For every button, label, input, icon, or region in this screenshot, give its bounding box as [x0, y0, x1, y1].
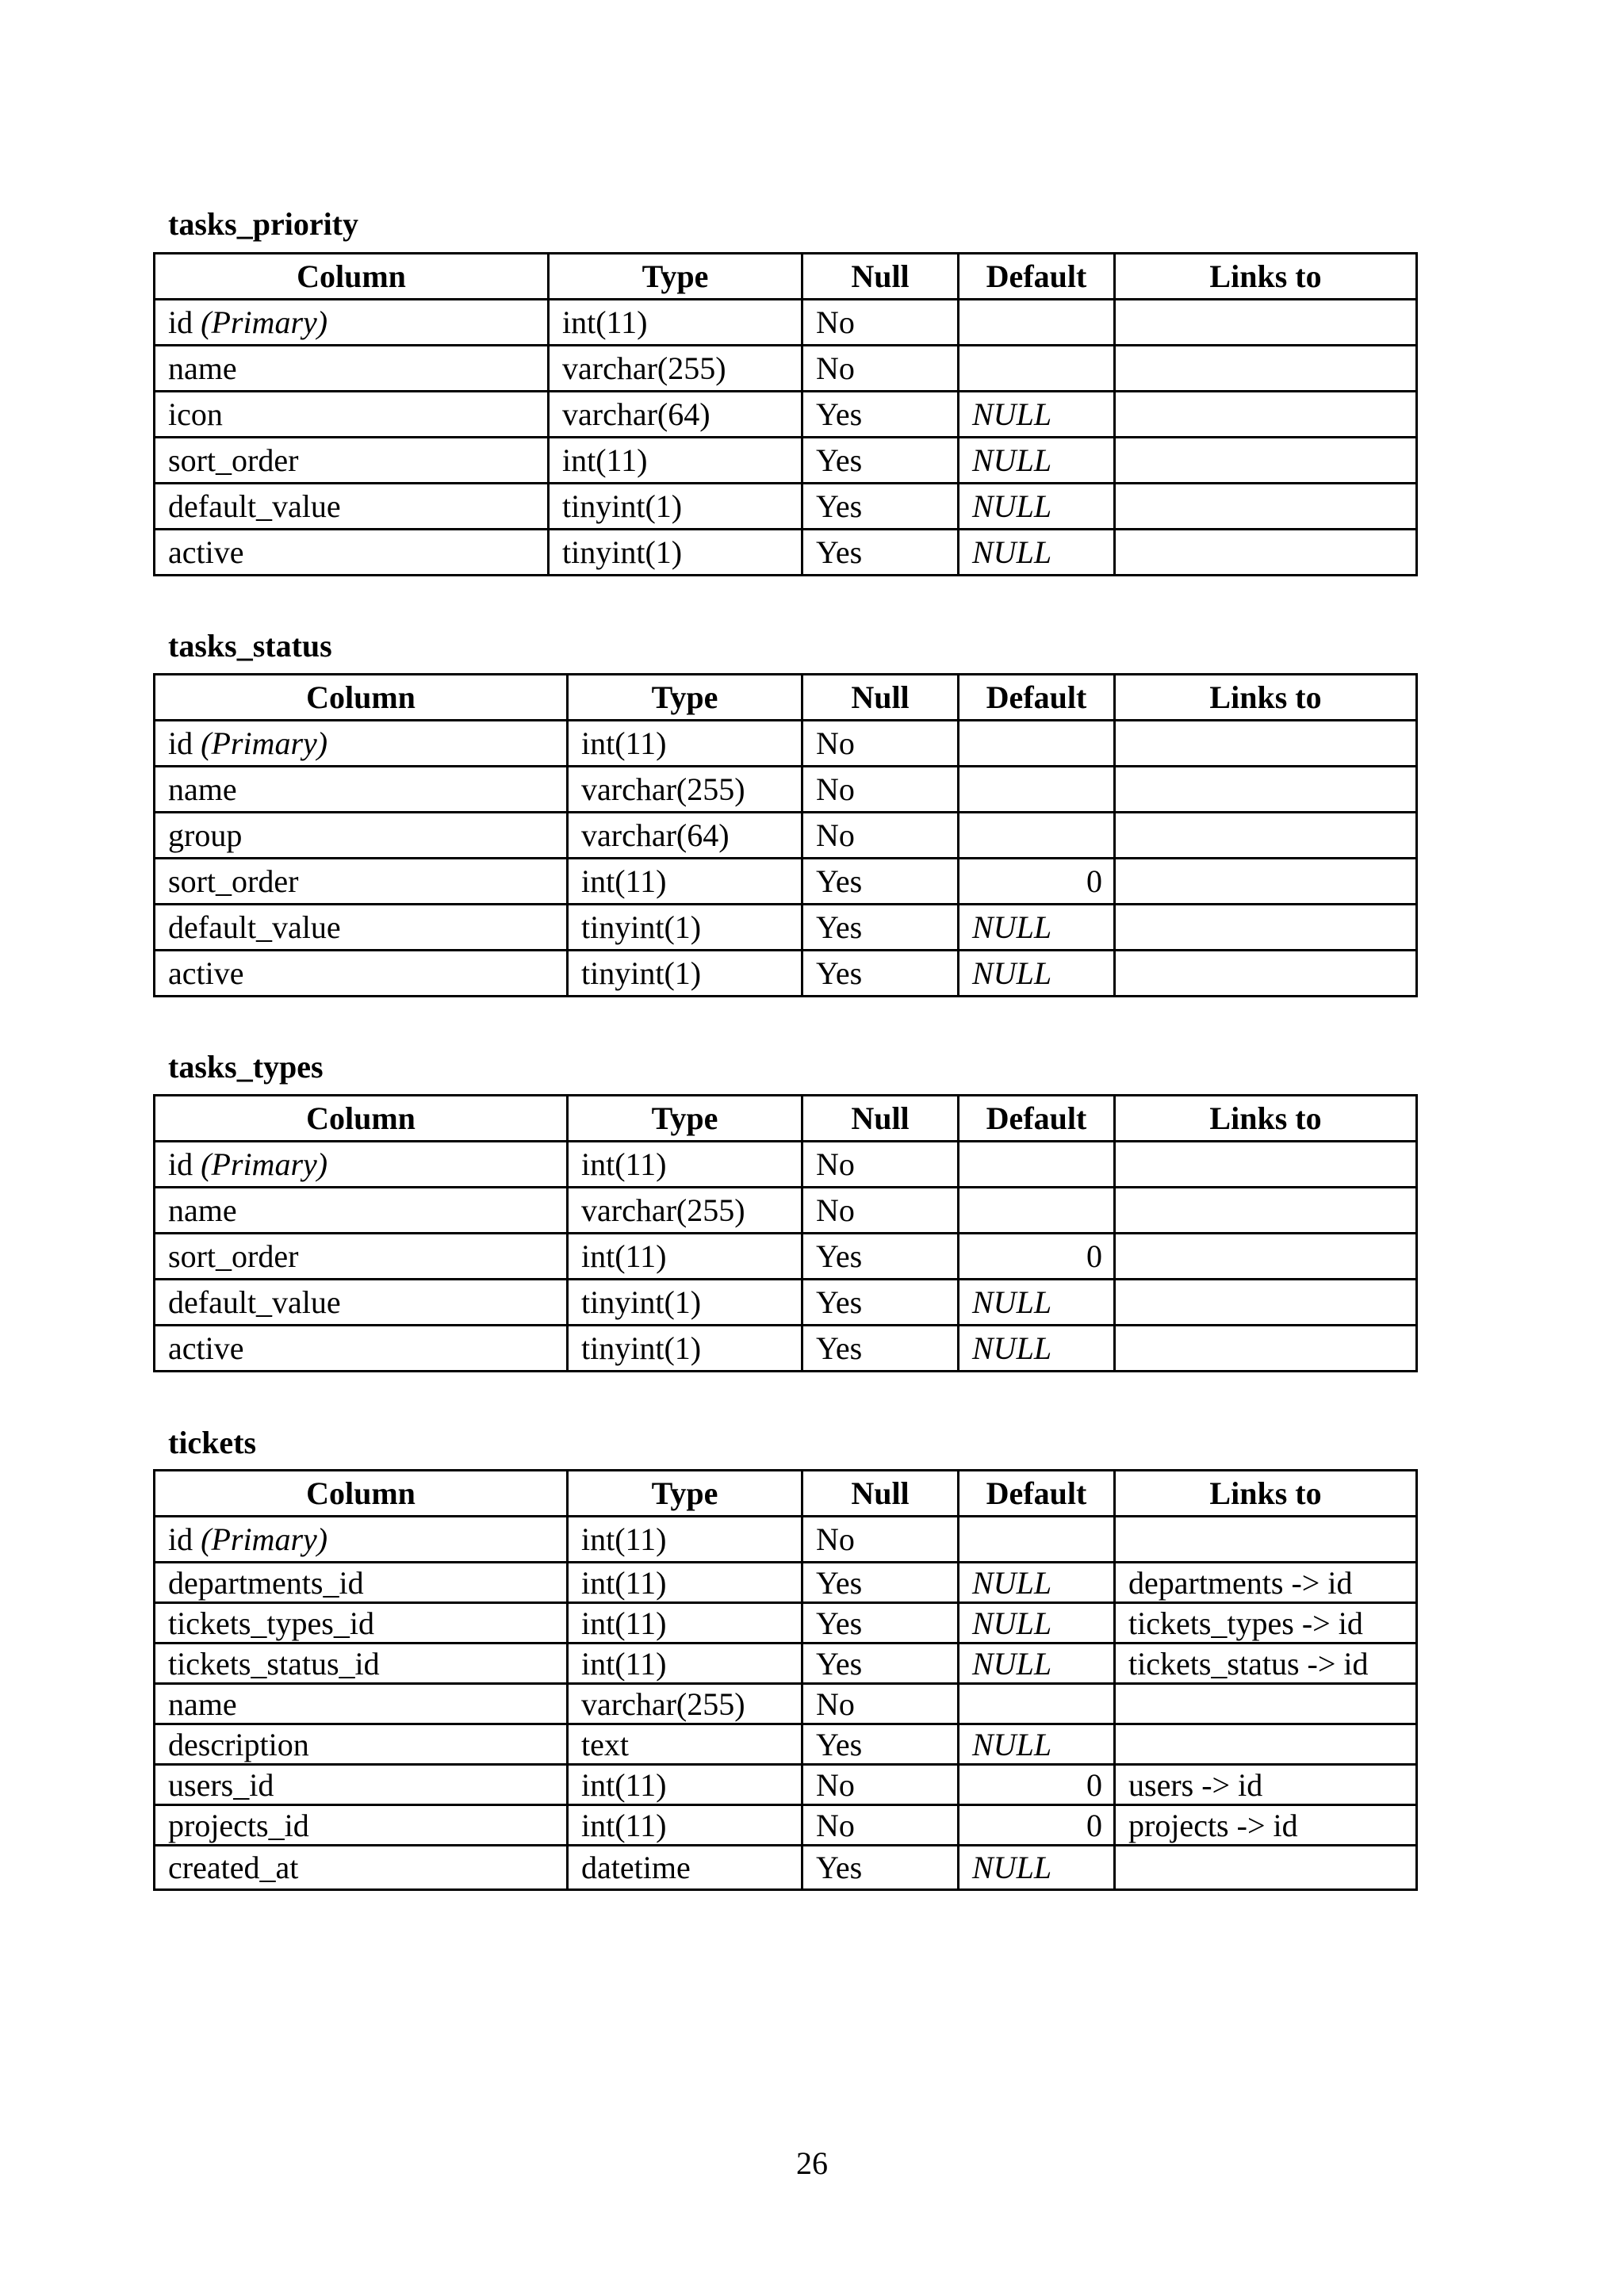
cell-column-name — [155, 1846, 568, 1890]
column-name-text: departments_id — [168, 1564, 364, 1601]
cell-null: No — [802, 1142, 959, 1188]
table-row — [155, 859, 1417, 905]
table-row — [155, 346, 1417, 392]
cell-type: int(11) — [568, 1644, 802, 1684]
header-null: Null — [802, 1471, 959, 1517]
cell-column-name — [155, 1603, 568, 1644]
cell-type: int(11) — [568, 721, 802, 767]
cell-column-name — [155, 1805, 568, 1846]
cell-null: No — [802, 721, 959, 767]
cell-null: No — [802, 1188, 959, 1234]
column-name-text: id — [168, 1521, 193, 1557]
header-column: Column — [155, 675, 568, 721]
cell-column-name — [155, 905, 568, 951]
column-name-text: default_value — [168, 1284, 341, 1320]
cell-type: tinyint(1) — [568, 905, 802, 951]
cell-type: tinyint(1) — [568, 1326, 802, 1372]
cell-null: No — [802, 1517, 959, 1563]
table-row — [155, 951, 1417, 997]
table-row — [155, 1644, 1417, 1684]
header-default: Default — [959, 1096, 1115, 1142]
cell-type: tinyint(1) — [568, 951, 802, 997]
cell-links-to — [1115, 1188, 1417, 1234]
cell-default — [959, 1517, 1115, 1563]
cell-links-to — [1115, 1234, 1417, 1280]
table-row — [155, 1234, 1417, 1280]
cell-type: text — [568, 1724, 802, 1765]
column-name-text: name — [168, 1686, 237, 1722]
table-header-row — [155, 675, 1417, 721]
cell-column-name — [155, 951, 568, 997]
cell-type: varchar(64) — [568, 813, 802, 859]
header-links-to: Links to — [1115, 1471, 1417, 1517]
cell-null: Yes — [802, 1563, 959, 1603]
cell-column-name — [155, 1188, 568, 1234]
column-name-text: tickets_types_id — [168, 1605, 374, 1641]
cell-default — [959, 721, 1115, 767]
cell-default: NULL — [959, 905, 1115, 951]
column-name-text: active — [168, 1330, 244, 1366]
cell-null: No — [802, 300, 959, 346]
column-name-text: default_value — [168, 488, 341, 524]
cell-links-to — [1115, 1724, 1417, 1765]
cell-links-to — [1115, 767, 1417, 813]
column-name-text: sort_order — [168, 1238, 299, 1274]
cell-type: tinyint(1) — [568, 1280, 802, 1326]
table-row — [155, 905, 1417, 951]
cell-default: NULL — [959, 392, 1115, 438]
cell-column-name — [155, 1280, 568, 1326]
cell-default: NULL — [959, 1724, 1115, 1765]
cell-links-to: users -> id — [1115, 1765, 1417, 1805]
table-row — [155, 1765, 1417, 1805]
cell-column-name — [155, 721, 568, 767]
cell-default: 0 — [959, 1765, 1115, 1805]
column-name-text: id — [168, 1146, 193, 1182]
cell-links-to — [1115, 1142, 1417, 1188]
cell-default: 0 — [959, 1234, 1115, 1280]
table-row — [155, 484, 1417, 530]
cell-null: Yes — [802, 1644, 959, 1684]
table-row — [155, 1846, 1417, 1890]
cell-type: tinyint(1) — [549, 484, 802, 530]
cell-column-name — [155, 438, 549, 484]
cell-type: int(11) — [568, 1142, 802, 1188]
schema-table-tickets — [153, 1469, 1418, 1891]
table-header-row — [155, 1096, 1417, 1142]
header-null: Null — [802, 1096, 959, 1142]
cell-links-to — [1115, 951, 1417, 997]
cell-default — [959, 767, 1115, 813]
cell-links-to: projects -> id — [1115, 1805, 1417, 1846]
cell-column-name — [155, 859, 568, 905]
cell-type: varchar(64) — [549, 392, 802, 438]
cell-null: Yes — [802, 1326, 959, 1372]
column-name-text: projects_id — [168, 1807, 309, 1843]
cell-links-to — [1115, 530, 1417, 576]
column-name-text: tickets_status_id — [168, 1645, 380, 1682]
cell-column-name — [155, 1563, 568, 1603]
cell-default — [959, 1142, 1115, 1188]
column-name-text: name — [168, 1192, 237, 1228]
header-default: Default — [959, 1471, 1115, 1517]
table-row — [155, 1326, 1417, 1372]
header-links-to: Links to — [1115, 254, 1417, 300]
cell-type: int(11) — [568, 1517, 802, 1563]
cell-type: int(11) — [549, 300, 802, 346]
table-row — [155, 1188, 1417, 1234]
cell-null: Yes — [802, 438, 959, 484]
schema-table-tasks-priority — [153, 252, 1418, 576]
cell-links-to: tickets_types -> id — [1115, 1603, 1417, 1644]
cell-default: 0 — [959, 1805, 1115, 1846]
cell-column-name — [155, 530, 549, 576]
cell-default — [959, 1684, 1115, 1724]
schema-table-tasks-types — [153, 1094, 1418, 1372]
cell-null: Yes — [802, 951, 959, 997]
cell-null: No — [802, 346, 959, 392]
cell-default: NULL — [959, 1846, 1115, 1890]
table-row — [155, 1563, 1417, 1603]
header-column: Column — [155, 1096, 568, 1142]
cell-default: NULL — [959, 530, 1115, 576]
table-row — [155, 530, 1417, 576]
column-name-text: active — [168, 534, 244, 570]
table-row — [155, 767, 1417, 813]
cell-column-name — [155, 813, 568, 859]
header-type: Type — [568, 675, 802, 721]
page-number: 26 — [796, 2145, 828, 2181]
cell-links-to — [1115, 346, 1417, 392]
cell-default: NULL — [959, 438, 1115, 484]
cell-links-to — [1115, 392, 1417, 438]
cell-column-name — [155, 1724, 568, 1765]
header-type: Type — [568, 1096, 802, 1142]
table-header-row — [155, 254, 1417, 300]
header-type: Type — [568, 1471, 802, 1517]
cell-type: int(11) — [568, 859, 802, 905]
cell-column-name — [155, 1326, 568, 1372]
cell-links-to: tickets_status -> id — [1115, 1644, 1417, 1684]
header-links-to: Links to — [1115, 675, 1417, 721]
table-row — [155, 721, 1417, 767]
cell-null: Yes — [802, 859, 959, 905]
table-title-tasks-priority: tasks_priority — [168, 206, 358, 242]
header-default: Default — [959, 254, 1115, 300]
cell-type: int(11) — [568, 1234, 802, 1280]
cell-type: datetime — [568, 1846, 802, 1890]
cell-links-to — [1115, 484, 1417, 530]
column-name-text: created_at — [168, 1850, 299, 1885]
cell-column-name — [155, 1517, 568, 1563]
cell-type: int(11) — [568, 1765, 802, 1805]
cell-null: Yes — [802, 484, 959, 530]
header-column: Column — [155, 254, 549, 300]
cell-links-to — [1115, 813, 1417, 859]
column-name-text: description — [168, 1726, 309, 1762]
cell-links-to — [1115, 905, 1417, 951]
table-row — [155, 1517, 1417, 1563]
column-name-text: active — [168, 955, 244, 991]
cell-type: int(11) — [568, 1603, 802, 1644]
cell-type: varchar(255) — [568, 767, 802, 813]
cell-default: NULL — [959, 1644, 1115, 1684]
cell-null: Yes — [802, 905, 959, 951]
table-row — [155, 813, 1417, 859]
table-row — [155, 1142, 1417, 1188]
cell-null: No — [802, 1684, 959, 1724]
cell-default: NULL — [959, 1563, 1115, 1603]
cell-links-to — [1115, 721, 1417, 767]
cell-default — [959, 813, 1115, 859]
cell-links-to — [1115, 859, 1417, 905]
column-name-text: id — [168, 304, 193, 340]
cell-type: int(11) — [549, 438, 802, 484]
cell-type: varchar(255) — [549, 346, 802, 392]
primary-key-tag: (Primary) — [201, 1146, 328, 1182]
cell-links-to — [1115, 1517, 1417, 1563]
cell-null: Yes — [802, 1724, 959, 1765]
column-name-text: id — [168, 725, 193, 761]
cell-links-to: departments -> id — [1115, 1563, 1417, 1603]
cell-links-to — [1115, 1846, 1417, 1890]
cell-default: NULL — [959, 484, 1115, 530]
column-name-text: group — [168, 817, 243, 853]
table-row — [155, 1280, 1417, 1326]
header-null: Null — [802, 675, 959, 721]
cell-null: No — [802, 767, 959, 813]
header-links-to: Links to — [1115, 1096, 1417, 1142]
primary-key-tag: (Primary) — [201, 725, 328, 761]
cell-links-to — [1115, 438, 1417, 484]
header-default: Default — [959, 675, 1115, 721]
table-row — [155, 300, 1417, 346]
cell-column-name — [155, 346, 549, 392]
cell-default — [959, 346, 1115, 392]
cell-type: tinyint(1) — [549, 530, 802, 576]
cell-default: NULL — [959, 1603, 1115, 1644]
cell-column-name — [155, 1684, 568, 1724]
table-row — [155, 1805, 1417, 1846]
column-name-text: icon — [168, 396, 223, 432]
cell-default: NULL — [959, 951, 1115, 997]
schema-table-tasks-status — [153, 673, 1418, 997]
cell-default: NULL — [959, 1326, 1115, 1372]
cell-column-name — [155, 767, 568, 813]
table-row — [155, 392, 1417, 438]
cell-null: No — [802, 813, 959, 859]
cell-column-name — [155, 1234, 568, 1280]
cell-null: No — [802, 1805, 959, 1846]
cell-column-name — [155, 1644, 568, 1684]
table-header-row — [155, 1471, 1417, 1517]
cell-column-name — [155, 484, 549, 530]
column-name-text: name — [168, 771, 237, 807]
cell-default: NULL — [959, 1280, 1115, 1326]
cell-column-name — [155, 300, 549, 346]
table-row — [155, 438, 1417, 484]
cell-default — [959, 300, 1115, 346]
cell-type: varchar(255) — [568, 1188, 802, 1234]
cell-null: Yes — [802, 530, 959, 576]
header-type: Type — [549, 254, 802, 300]
cell-null: Yes — [802, 1846, 959, 1890]
cell-null: No — [802, 1765, 959, 1805]
cell-type: varchar(255) — [568, 1684, 802, 1724]
cell-column-name — [155, 392, 549, 438]
cell-null: Yes — [802, 392, 959, 438]
cell-default — [959, 1188, 1115, 1234]
column-name-text: sort_order — [168, 442, 299, 478]
column-name-text: users_id — [168, 1766, 274, 1803]
table-title-tickets: tickets — [168, 1425, 257, 1460]
table-title-tasks-types: tasks_types — [168, 1049, 324, 1085]
table-row — [155, 1603, 1417, 1644]
cell-type: int(11) — [568, 1805, 802, 1846]
primary-key-tag: (Primary) — [201, 1521, 328, 1557]
cell-null: Yes — [802, 1280, 959, 1326]
cell-null: Yes — [802, 1603, 959, 1644]
cell-links-to — [1115, 1326, 1417, 1372]
cell-type: int(11) — [568, 1563, 802, 1603]
primary-key-tag: (Primary) — [201, 304, 328, 340]
cell-links-to — [1115, 1280, 1417, 1326]
cell-links-to — [1115, 1684, 1417, 1724]
column-name-text: name — [168, 350, 237, 386]
table-title-tasks-status: tasks_status — [168, 628, 332, 664]
table-row — [155, 1684, 1417, 1724]
cell-column-name — [155, 1142, 568, 1188]
header-column: Column — [155, 1471, 568, 1517]
cell-null: Yes — [802, 1234, 959, 1280]
header-null: Null — [802, 254, 959, 300]
cell-default: 0 — [959, 859, 1115, 905]
table-row — [155, 1724, 1417, 1765]
column-name-text: sort_order — [168, 863, 299, 899]
cell-links-to — [1115, 300, 1417, 346]
column-name-text: default_value — [168, 909, 341, 945]
cell-column-name — [155, 1765, 568, 1805]
